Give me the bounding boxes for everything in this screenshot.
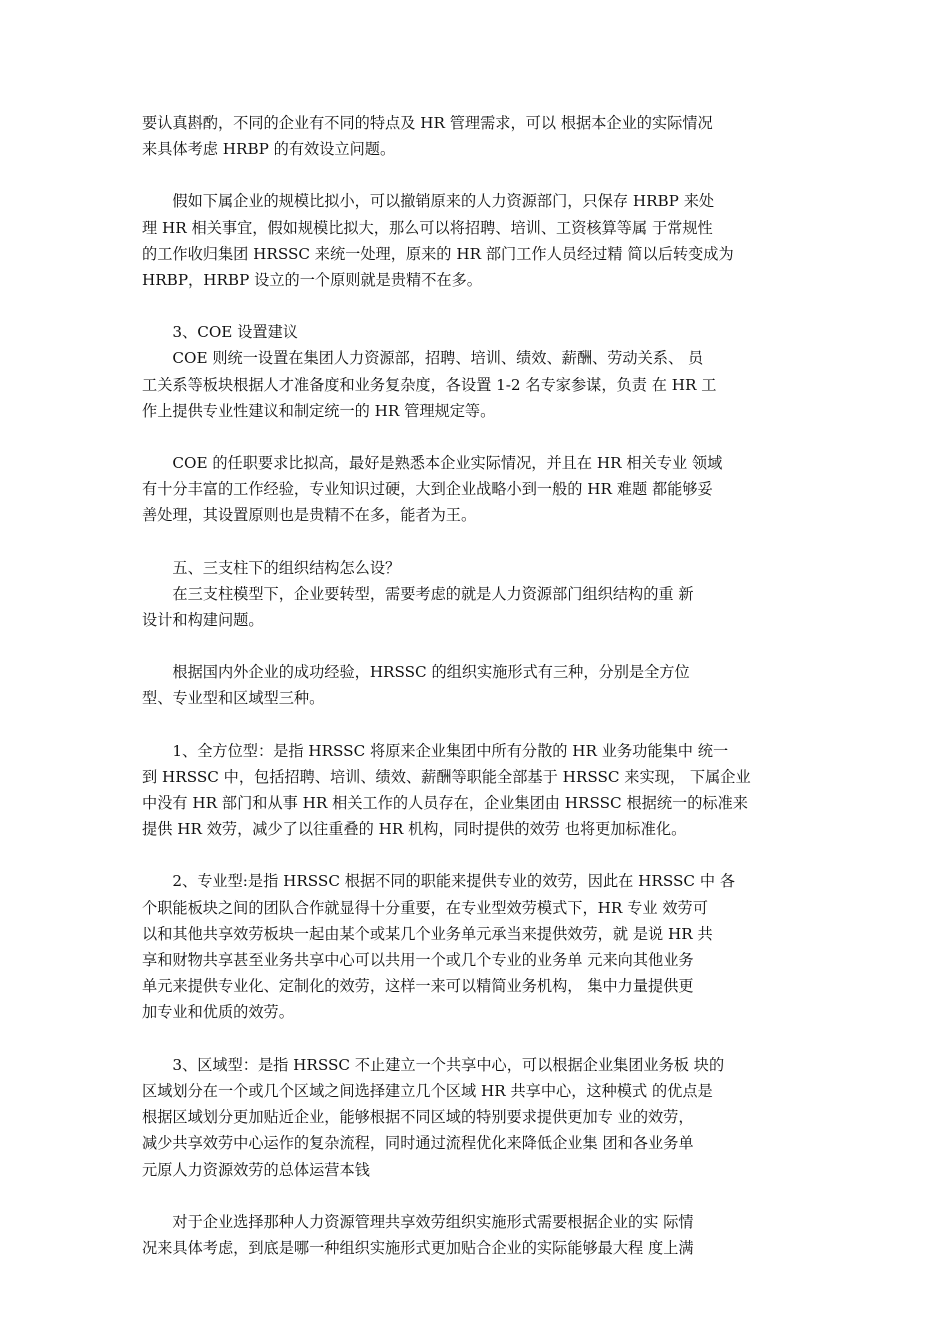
- text-line: 假如下属企业的规模比拟小，可以撤销原来的人力资源部门，只保存 HRBP 来处: [142, 192, 715, 211]
- paragraph: [142, 319, 818, 424]
- text-line: COE 的任职要求比拟高，最好是熟悉本企业实际情况，并且在 HR 相关专业 领域: [142, 454, 723, 473]
- text-line: COE 则统一设置在集团人力资源部，招聘、培训、绩效、薪酬、劳动关系、 员: [142, 349, 704, 368]
- text-line: 的工作收归集团 HRSSC 来统一处理，原来的 HR 部门工作人员经过精 简以后转变成为: [142, 244, 734, 263]
- text-line: 理 HR 相关事宜，假如规模比拟大，那么可以将招聘、培训、工资核算等属 于常规性: [142, 218, 713, 237]
- paragraph-gap: [142, 424, 818, 450]
- paragraph: [142, 868, 818, 1025]
- paragraph: [142, 1209, 818, 1261]
- paragraph: [142, 1052, 818, 1183]
- paragraph: [142, 110, 818, 162]
- paragraph: [142, 450, 818, 529]
- text-line: 善处理，其设置原则也是贵精不在多，能者为王。: [142, 506, 477, 525]
- document-page: [142, 110, 818, 1261]
- text-line: 到 HRSSC 中，包括招聘、培训、绩效、薪酬等职能全部基于 HRSSC 来实现， 下属企业: [142, 767, 751, 786]
- paragraph: [142, 659, 818, 711]
- text-line: 减少共享效劳中心运作的复杂流程，同时通过流程优化来降低企业集 团和各业务单: [142, 1134, 694, 1153]
- text-line: 1、全方位型：是指 HRSSC 将原来企业集团中所有分散的 HR 业务功能集中 统一: [142, 741, 729, 760]
- text-line: 对于企业选择那种人力资源管理共享效劳组织实施形式需要根据企业的实 际情: [142, 1212, 694, 1231]
- text-line: 工关系等板块根据人才准备度和业务复杂度，各设置 1-2 名专家参谋，负责 在 HR 工: [142, 375, 717, 394]
- text-line: 在三支柱模型下，企业要转型，需要考虑的就是人力资源部门组织结构的重 新: [142, 584, 694, 603]
- text-line: HRBP，HRBP 设立的一个原则就是贵精不在多。: [142, 271, 482, 290]
- text-line: 来具体考虑 HRBP 的有效设立问题。: [142, 140, 396, 159]
- text-line: 况来具体考虑，到底是哪一种组织实施形式更加贴合企业的实际能够最大程 度上满: [142, 1238, 694, 1257]
- text-line: 个职能板块之间的团队合作就显得十分重要，在专业型效劳模式下，HR 专业 效劳可: [142, 898, 708, 917]
- text-line: 单元来提供专业化、定制化的效劳，这样一来可以精简业务机构， 集中力量提供更: [142, 977, 694, 996]
- text-line: 以和其他共享效劳板块一起由某个或某几个业务单元承当来提供效劳，就 是说 HR 共: [142, 924, 713, 943]
- text-line: 五、三支柱下的组织结构怎么设？: [142, 558, 401, 577]
- text-line: 根据国内外企业的成功经验，HRSSC 的组织实施形式有三种，分别是全方位: [142, 663, 690, 682]
- text-line: 提供 HR 效劳，减少了以往重叠的 HR 机构，同时提供的效劳 也将更加标准化。: [142, 820, 687, 839]
- text-line: 3、区域型：是指 HRSSC 不止建立一个共享中心，可以根据企业集团业务板 块的: [142, 1055, 725, 1074]
- text-line: 有十分丰富的工作经验，专业知识过硬，大到企业战略小到一般的 HR 难题 都能够妥: [142, 480, 713, 499]
- text-line: 加专业和优质的效劳。: [142, 1003, 294, 1022]
- text-line: 区域划分在一个或几个区域之间选择建立几个区域 HR 共享中心，这种模式 的优点是: [142, 1081, 713, 1100]
- text-line: 元原人力资源效劳的总体运营本钱: [142, 1160, 370, 1179]
- paragraph-gap: [142, 1183, 818, 1209]
- paragraph-gap: [142, 293, 818, 319]
- text-line: 型、专业型和区域型三种。: [142, 689, 325, 708]
- paragraph: [142, 188, 818, 293]
- paragraph-gap: [142, 529, 818, 555]
- paragraph-gap: [142, 712, 818, 738]
- text-line: 作上提供专业性建议和制定统一的 HR 管理规定等。: [142, 401, 496, 420]
- text-line: 中没有 HR 部门和从事 HR 相关工作的人员存在，企业集团由 HRSSC 根据统一的标准来: [142, 794, 748, 813]
- text-line: 2、专业型:是指 HRSSC 根据不同的职能来提供专业的效劳，因此在 HRSSC 中 各: [142, 872, 736, 891]
- paragraph-gap: [142, 162, 818, 188]
- text-line: 要认真斟酌，不同的企业有不同的特点及 HR 管理需求，可以 根据本企业的实际情况: [142, 114, 713, 132]
- paragraph-gap: [142, 842, 818, 868]
- paragraph: [142, 555, 818, 634]
- paragraph-gap: [142, 1026, 818, 1052]
- text-line: 根据区域划分更加贴近企业，能够根据不同区域的特别要求提供更加专 业的效劳，: [142, 1108, 694, 1127]
- text-line: 3、COE 设置建议: [142, 323, 298, 342]
- text-line: 享和财物共享甚至业务共享中心可以共用一个或几个专业的业务单 元来向其他业务: [142, 951, 694, 970]
- text-line: 设计和构建问题。: [142, 611, 264, 630]
- paragraph-gap: [142, 633, 818, 659]
- paragraph: [142, 738, 818, 843]
